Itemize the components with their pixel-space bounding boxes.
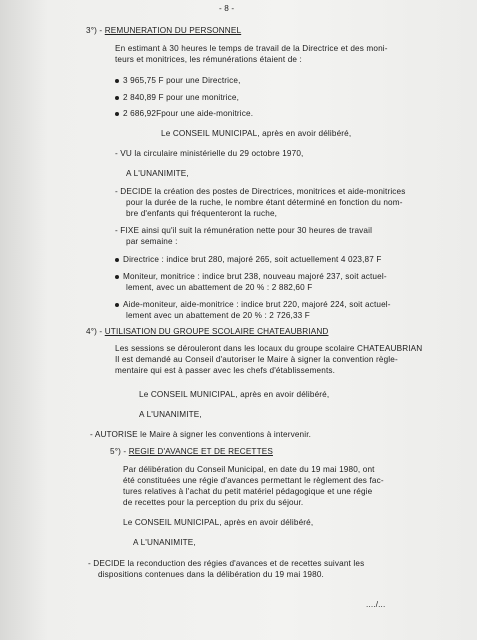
bullet-icon bbox=[115, 303, 119, 307]
section-5-council-statement: Le CONSEIL MUNICIPAL, après en avoir délibéré, bbox=[123, 518, 314, 527]
pay-item-moniteur-continued: lement, avec un abattement de 20 % : 2 882,60 F bbox=[126, 283, 313, 292]
section-5-text-line-2: été constituées une régie d'avances permettant le règlement des fac- bbox=[123, 476, 384, 485]
pay-item-aide-moniteur-continued: lement avec un abattement de 20 % : 2 726,33 F bbox=[126, 311, 310, 320]
section-3-number: 3°) - bbox=[86, 26, 105, 35]
salary-item-directrice: 3 965,75 F pour une Directrice, bbox=[115, 76, 241, 87]
section-3-intro-line-2: teurs et monitrices, les rémunérations étaient de : bbox=[115, 55, 302, 64]
bullet-icon bbox=[115, 258, 119, 262]
section-3-decide-line-1: - DECIDE la création des postes de Directrices, monitrices et aide-monitrices bbox=[115, 187, 406, 196]
section-3-vu: - VU la circulaire ministérielle du 29 octobre 1970, bbox=[115, 149, 304, 158]
section-4-council-statement: Le CONSEIL MUNICIPAL, après en avoir délibéré, bbox=[139, 390, 330, 399]
section-5-number: 5°) - bbox=[110, 447, 129, 456]
section-5-text-line-1: Par délibération du Conseil Municipal, en date du 19 mai 1980, ont bbox=[123, 465, 375, 474]
section-4-heading bbox=[86, 327, 329, 338]
section-4-autorise: - AUTORISE le Maire à signer les conventions à intervenir. bbox=[90, 430, 312, 439]
section-3-unanimity: A L'UNANIMITE, bbox=[126, 169, 189, 178]
section-3-decide-line-2: pour la durée de la ruche, le nombre étant déterminé en fonction du nom- bbox=[126, 198, 403, 207]
section-5-text-line-3: tures relatives à l'achat du petit matériel pédagogique et une régie bbox=[123, 487, 373, 496]
pay-item-moniteur: Moniteur, monitrice : indice brut 238, nouveau majoré 237, soit actuel- bbox=[115, 272, 387, 283]
bullet-icon bbox=[115, 112, 119, 116]
continuation-mark: ..../... bbox=[366, 600, 386, 609]
section-5-unanimity: A L'UNANIMITE, bbox=[133, 538, 196, 547]
pay-item-directrice: Directrice : indice brut 280, majoré 265, soit actuellement 4 023,87 F bbox=[115, 255, 382, 266]
section-3-decide-line-3: bre d'enfants qui fréquenteront la ruche, bbox=[126, 209, 278, 218]
section-5-text-line-4: de recettes pour la perception du prix du séjour. bbox=[123, 498, 304, 507]
pay-item-aide-moniteur: Aide-moniteur, aide-monitrice : indice brut 220, majoré 224, soit actuel- bbox=[115, 300, 391, 311]
salary-item-monitrice: 2 840,89 F pour une monitrice, bbox=[115, 93, 239, 104]
bullet-icon bbox=[115, 79, 119, 83]
section-5-decide-line-2: dispositions contenues dans la délibération du 19 mai 1980. bbox=[98, 570, 324, 579]
bullet-icon bbox=[115, 275, 119, 279]
section-4-title: UTILISATION DU GROUPE SCOLAIRE CHATEAUBRIAND bbox=[104, 327, 329, 336]
section-3-title: REMUNERATION DU PERSONNEL bbox=[104, 26, 242, 35]
section-3-fixe-line-1: - FIXE ainsi qu'il suit la rémunération nette pour 30 heures de travail bbox=[115, 226, 373, 235]
section-4-unanimity: A L'UNANIMITE, bbox=[139, 410, 202, 419]
salary-item-aide-monitrice: 2 686,92Fpour une aide-monitrice. bbox=[115, 109, 253, 120]
bullet-icon bbox=[115, 96, 119, 100]
section-3-council-statement: Le CONSEIL MUNICIPAL, après en avoir délibéré, bbox=[161, 129, 352, 138]
section-4-number: 4°) - bbox=[86, 327, 105, 336]
section-4-text-line-2: Il est demandé au Conseil d'autoriser le Maire à signer la convention règle- bbox=[115, 355, 398, 364]
section-3-heading bbox=[86, 26, 241, 37]
section-5-decide-line-1: - DECIDE la reconduction des régies d'avances et de recettes suivant les bbox=[88, 559, 365, 568]
section-3-fixe-line-2: par semaine : bbox=[126, 237, 178, 246]
section-4-text-line-1: Les sessions se dérouleront dans les locaux du groupe scolaire CHATEAUBRIAN bbox=[115, 344, 423, 353]
section-4-text-line-3: mentaire qui est à passer avec les chefs d'établissements. bbox=[115, 366, 336, 375]
section-5-heading bbox=[110, 447, 273, 458]
section-5-title: REGIE D'AVANCE ET DE RECETTES bbox=[128, 447, 273, 456]
section-3-intro-line-1: En estimant à 30 heures le temps de travail de la Directrice et des moni- bbox=[115, 44, 388, 53]
page-number: - 8 - bbox=[219, 4, 235, 13]
